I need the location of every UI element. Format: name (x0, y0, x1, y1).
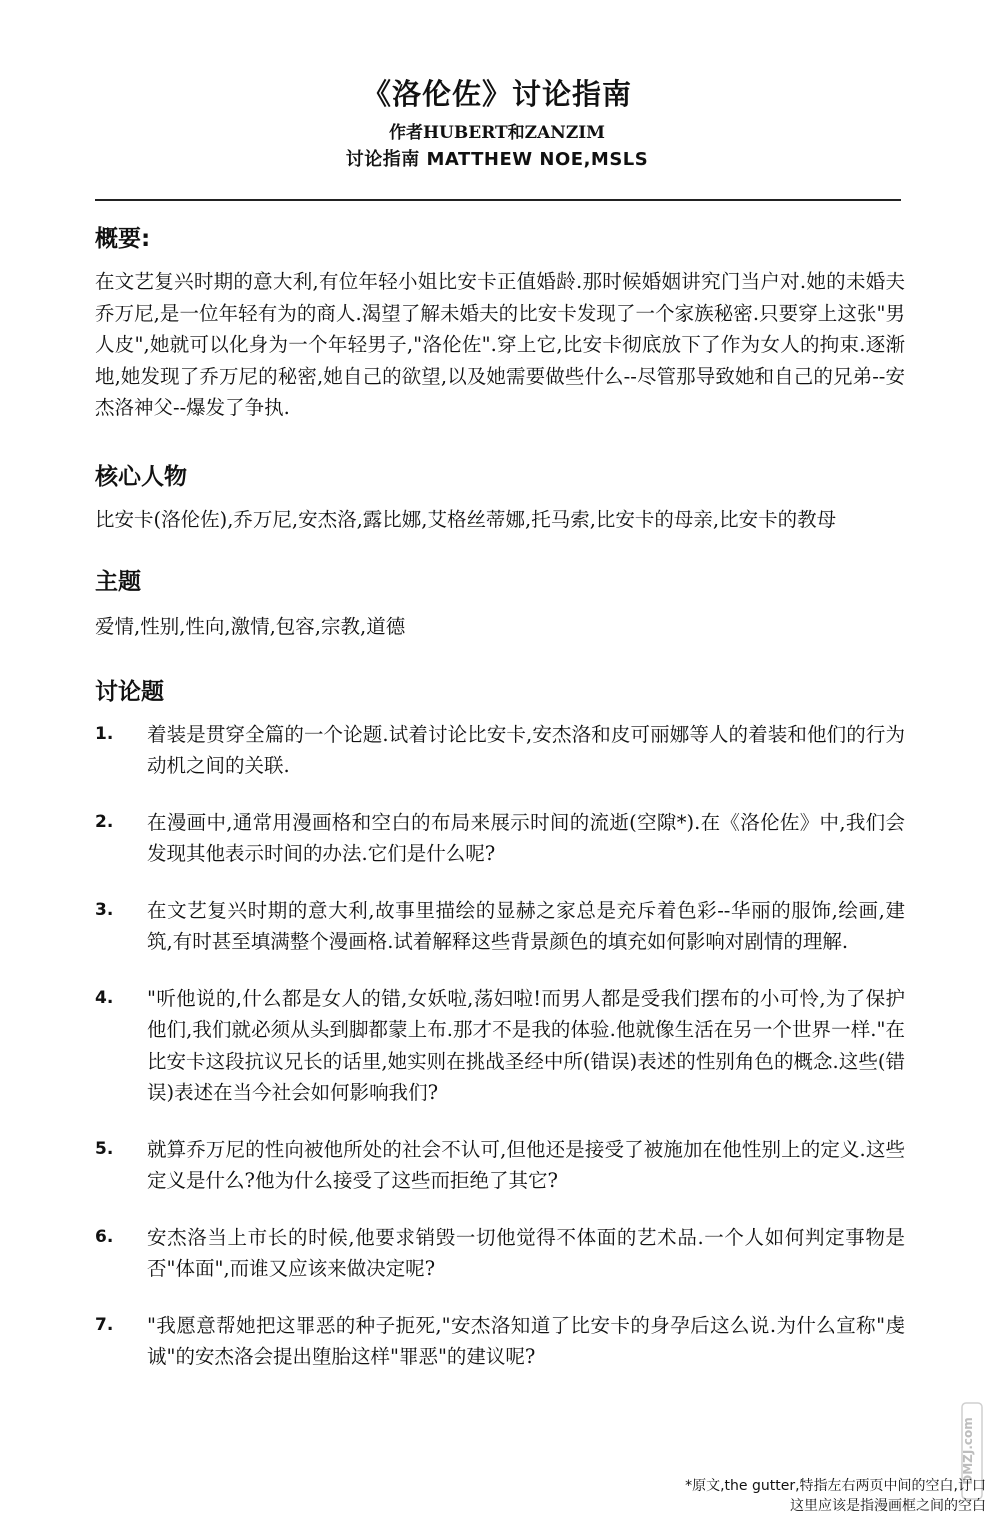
characters-text: 比安卡(洛伦佐),乔万尼,安杰洛,露比娜,艾格丝蒂娜,托马索,比安卡的母亲,比安卡的教母 (95, 507, 837, 531)
footnote-line-1: *原文,the gutter,特指左右两页中间的空白,订口 (685, 1478, 986, 1494)
question-text: 着装是贯穿全篇的一个论题.试着讨论比安卡,安杰洛和皮可丽娜等人的着装和他们的行为动机之间的关联. (147, 722, 905, 777)
guide-author-line: 讨论指南 MATTHEW NOE,MSLS (345, 149, 649, 170)
question-text: 在漫画中,通常用漫画格和空白的布局来展示时间的流逝(空隙*).在《洛伦佐》中,我们会发现其他表示时间的办法.它们是什么呢? (147, 810, 905, 865)
question-item (95, 719, 905, 782)
question-number: 6. (95, 1226, 114, 1247)
question-text: 在文艺复兴时期的意大利,故事里描绘的显赫之家总是充斥着色彩--华丽的服饰,绘画,建筑,有时甚至填满整个漫画格.试着解释这些背景颜色的填充如何影响对剧情的理解. (147, 898, 905, 953)
author-byline: 作者HUBERT和ZANZIM (388, 123, 605, 143)
question-text: 安杰洛当上市长的时候,他要求销毁一切他觉得不体面的艺术品.一个人如何判定事物是否"体面",而谁又应该来做决定呢? (147, 1225, 905, 1280)
header-divider (95, 199, 901, 201)
question-item (95, 1222, 905, 1285)
question-item (95, 1310, 905, 1373)
themes-heading: 主题 (95, 569, 141, 595)
discussion-heading: 讨论题 (95, 678, 164, 705)
question-number: 4. (95, 987, 114, 1008)
summary-text: 在文艺复兴时期的意大利,有位年轻小姐比安卡正值婚龄.那时候婚姻讲究门当户对.她的未婚夫乔万尼,是一位年轻有为的商人.渴望了解未婚夫的比安卡发现了一个家族秘密.只要穿上这张"男人皮",她就可以化身为一个年轻男子,"洛伦佐".穿上它,比安卡彻底放下了作为女人的拘束.逐渐地,她发现了乔万尼的秘密,她自己的欲望,以及她需要做些什么--尽管那导致她和自己的兄弟--安杰洛神父--爆发了争执. (95, 270, 905, 419)
themes-text: 爱情,性别,性向,激情,包容,宗教,道德 (95, 615, 406, 638)
question-text: "我愿意帮她把这罪恶的种子扼死,"安杰洛知道了比安卡的身孕后这么说.为什么宣称"虔诚"的安杰洛会提出堕胎这样"罪恶"的建议呢? (147, 1313, 905, 1368)
question-text: "听他说的,什么都是女人的错,女妖啦,荡妇啦!而男人都是受我们摆布的小可怜,为了保护他们,我们就必须从头到脚都蒙上布.那才不是我的体验.他就像生活在另一个世界一样."在比安卡这段抗议兄长的话里,她实则在挑战圣经中所(错误)表述的性别角色的概念.这些(错误)表述在当今社会如何影响我们? (147, 986, 905, 1104)
question-item (95, 1134, 905, 1197)
characters-heading: 核心人物 (95, 463, 187, 490)
question-text: 就算乔万尼的性向被他所处的社会不认可,但他还是接受了被施加在他性别上的定义.这些定义是什么?他为什么接受了这些而拒绝了其它? (147, 1137, 905, 1192)
watermark-text: DMZJ.com (961, 1417, 975, 1485)
question-number: 1. (95, 723, 114, 744)
main-content (95, 214, 905, 1398)
question-number: 2. (95, 811, 114, 832)
question-item (95, 895, 905, 958)
question-item (95, 807, 905, 870)
header (0, 72, 994, 174)
question-item (95, 983, 905, 1109)
question-number: 7. (95, 1314, 114, 1335)
question-number: 5. (95, 1138, 114, 1159)
page-title: 《洛伦佐》讨论指南 (361, 77, 632, 111)
summary-heading: 概要: (95, 226, 151, 252)
question-list (95, 719, 905, 1373)
footnote (606, 1476, 986, 1516)
footnote-line-2: 这里应该是指漫画框之间的空白 (790, 1498, 986, 1514)
question-number: 3. (95, 899, 114, 920)
